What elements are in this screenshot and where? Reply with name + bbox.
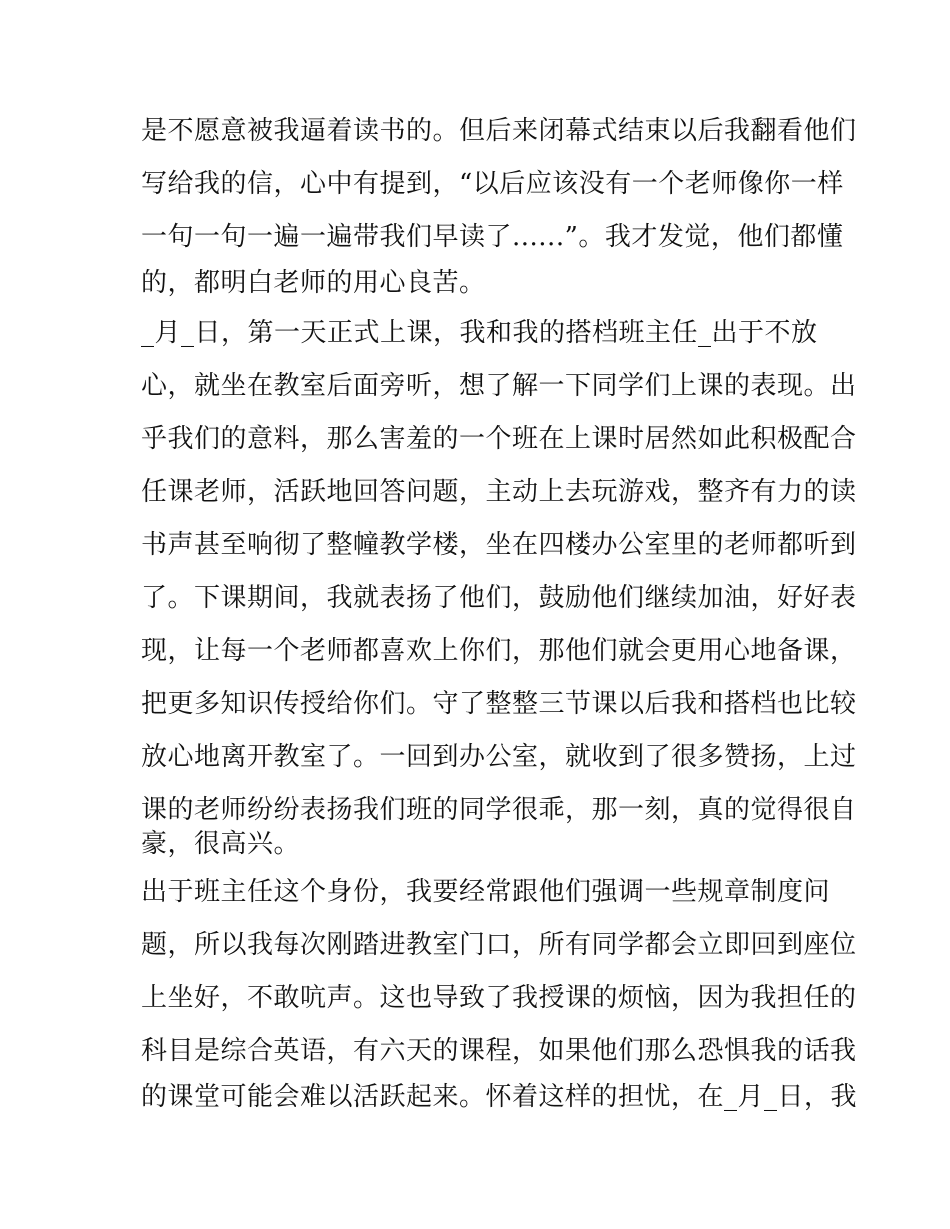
text-line: 了。下课期间，我就表扬了他们，鼓励他们继续加油，好好表 bbox=[141, 583, 857, 613]
text-line: 出于班主任这个身份，我要经常跟他们强调一些规章制度问 bbox=[141, 877, 831, 907]
text-line: 一句一句一遍一遍带我们早读了......”。我才发觉，他们都懂 bbox=[141, 222, 844, 252]
text-line: 的，都明白老师的用心良苦。 bbox=[141, 268, 486, 298]
text-line: 上坐好，不敢吭声。这也导致了我授课的烦恼，因为我担任的 bbox=[141, 983, 857, 1013]
text-line: 课的老师纷纷表扬我们班的同学很乖，那一刻，真的觉得很自 bbox=[141, 795, 857, 825]
text-line: 心，就坐在教室后面旁听，想了解一下同学们上课的表现。出 bbox=[141, 371, 857, 401]
text-line: 的课堂可能会难以活跃起来。怀着这样的担忧，在_月_日，我 bbox=[141, 1082, 858, 1112]
text-line: 写给我的信，心中有提到，“以后应该没有一个老师像你一样 bbox=[141, 169, 844, 199]
text-line: 现，让每一个老师都喜欢上你们，那他们就会更用心地备课， bbox=[141, 636, 857, 666]
text-line: 是不愿意被我逼着读书的。但后来闭幕式结束以后我翻看他们 bbox=[141, 116, 857, 146]
text-line: 书声甚至响彻了整幢教学楼，坐在四楼办公室里的老师都听到 bbox=[141, 530, 857, 560]
text-line: _月_日，第一天正式上课，我和我的搭档班主任_出于不放 bbox=[141, 318, 818, 348]
text-line: 题，所以我每次刚踏进教室门口，所有同学都会立即回到座位 bbox=[141, 930, 857, 960]
text-line: 科目是综合英语，有六天的课程，如果他们那么恐惧我的话我 bbox=[141, 1036, 857, 1066]
text-line: 放心地离开教室了。一回到办公室，就收到了很多赞扬，上过 bbox=[141, 742, 857, 772]
text-line: 把更多知识传授给你们。守了整整三节课以后我和搭档也比较 bbox=[141, 689, 857, 719]
text-line: 任课老师，活跃地回答问题，主动上去玩游戏，整齐有力的读 bbox=[141, 477, 857, 507]
text-line: 乎我们的意料，那么害羞的一个班在上课时居然如此积极配合 bbox=[141, 424, 857, 454]
text-line: 豪，很高兴。 bbox=[141, 829, 301, 859]
